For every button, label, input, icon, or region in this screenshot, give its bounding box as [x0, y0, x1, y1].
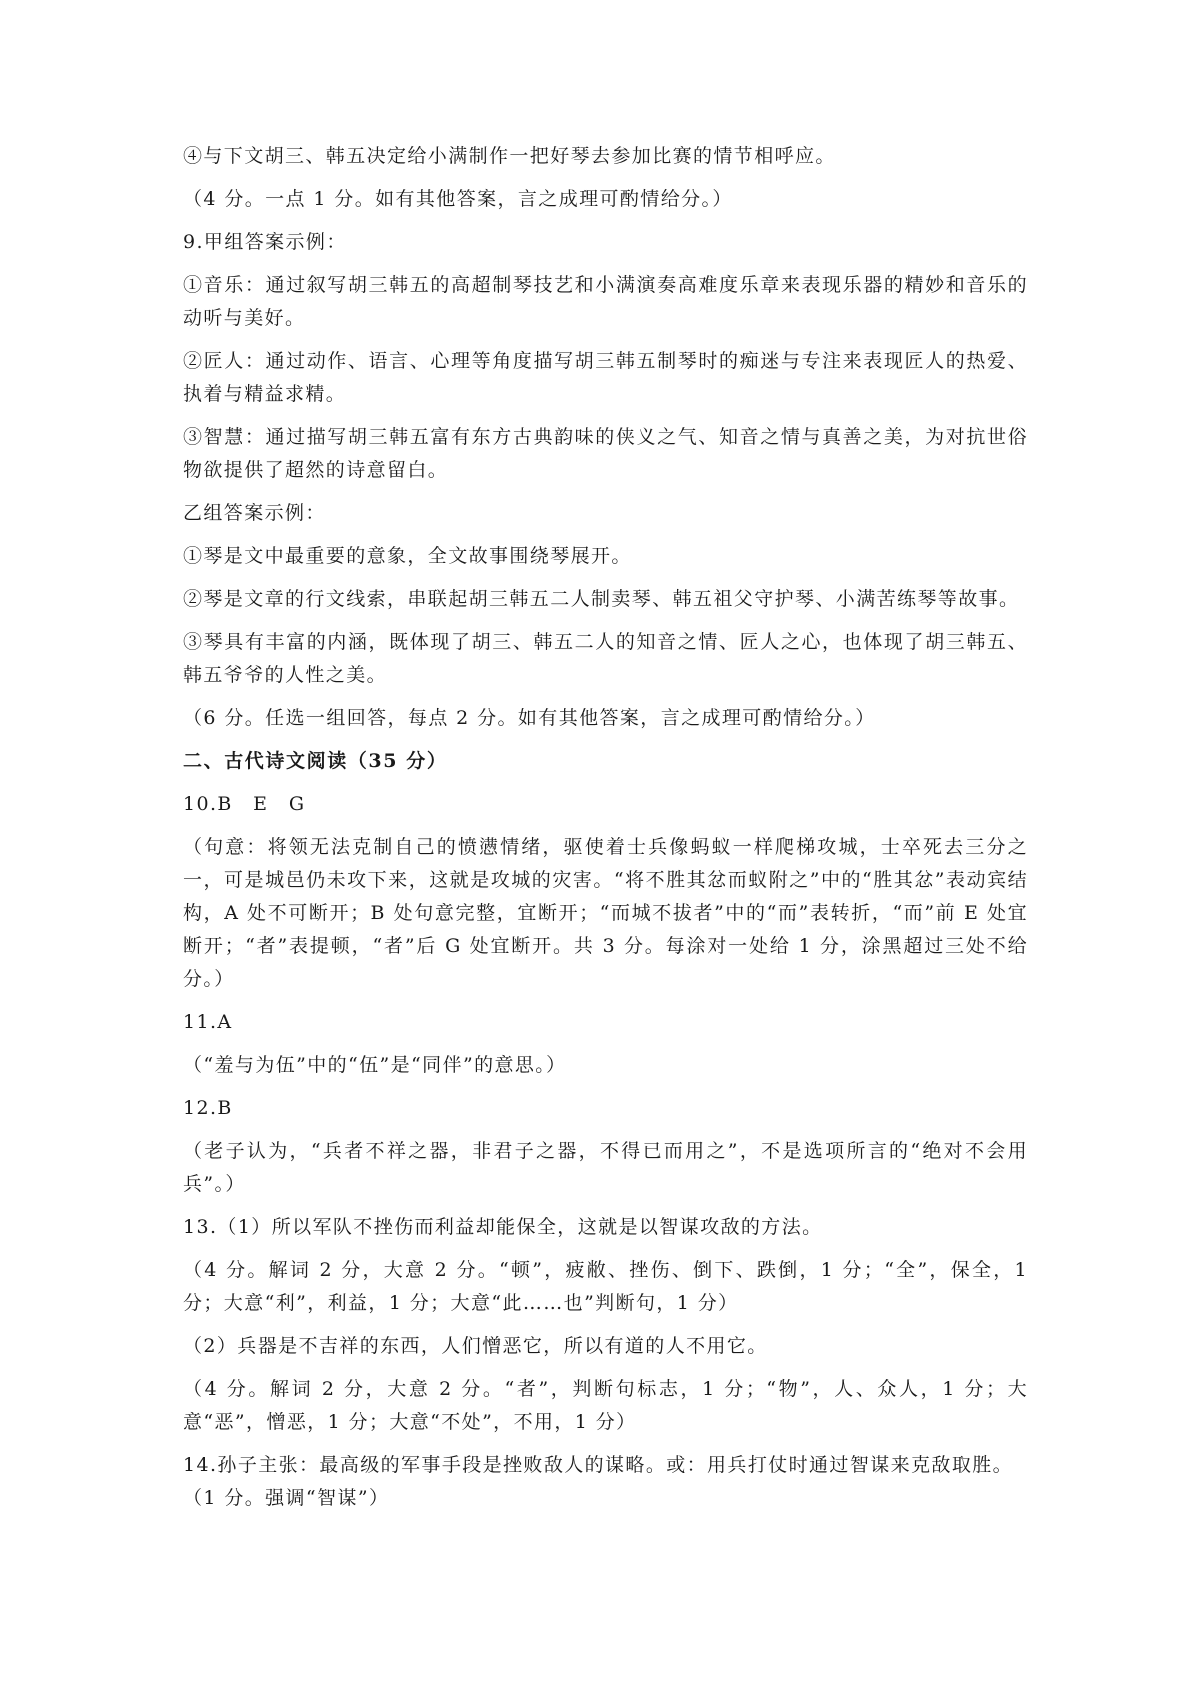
answer-11-explanation: （“羞与为伍”中的“伍”是“同伴”的意思。） [183, 1054, 567, 1076]
answer-9-scoring-note: （6 分。任选一组回答，每点 2 分。如有其他答案，言之成理可酌情给分。） [183, 707, 876, 729]
answer-9b-point-3: ③琴具有丰富的内涵，既体现了胡三、韩五二人的知音之情、匠人之心，也体现了胡三韩五、韩五爷爷的人性之美。 [183, 631, 1028, 686]
answer-14-scoring: （1 分。强调“智谋”） [183, 1487, 390, 1509]
answer-10: 10.B E G [183, 793, 306, 815]
answer-10-explanation: （句意：将领无法克制自己的愤懑情绪，驱使着士兵像蚂蚁一样爬梯攻城，士卒死去三分之一，可是城邑仍未攻下来，这就是攻城的灾害。“将不胜其忿而蚁附之”中的“胜其忿”表动宾结构，A 处不可断开；B 处句意完整，宜断开；“而城不拔者”中的“而”表转折，“而”前 E 处宜断开；“者”表提顿，“者”后 G 处宜断开。共 3 分。每涂对一处给 1 分，涂黑超过三处不给分。） [183, 836, 1028, 990]
answer-11: 11.A [183, 1011, 233, 1033]
answer-8-scoring-note: （4 分。一点 1 分。如有其他答案，言之成理可酌情给分。） [183, 188, 733, 210]
answer-9a-point-3: ③智慧：通过描写胡三韩五富有东方古典韵味的侠义之气、知音之情与真善之美，为对抗世俗物欲提供了超然的诗意留白。 [183, 426, 1028, 481]
answer-12-explanation: （老子认为，“兵者不祥之器，非君子之器，不得已而用之”，不是选项所言的“绝对不会用兵”。） [183, 1140, 1028, 1195]
answer-13-2: （2）兵器是不吉祥的东西，人们憎恶它，所以有道的人不用它。 [183, 1335, 768, 1357]
answer-9a-point-1: ①音乐：通过叙写胡三韩五的高超制琴技艺和小满演奏高难度乐章来表现乐器的精妙和音乐的动听与美好。 [183, 274, 1028, 329]
answer-key-content [183, 140, 1028, 1525]
question-9-group-a-heading: 9.甲组答案示例： [183, 231, 347, 253]
answer-8-point-4: ④与下文胡三、韩五决定给小满制作一把好琴去参加比赛的情节相呼应。 [183, 145, 836, 167]
section-heading-classical-reading: 二、古代诗文阅读（35 分） [183, 750, 448, 772]
question-9-group-b-heading: 乙组答案示例： [183, 502, 326, 524]
answer-14: 14.孙子主张：最高级的军事手段是挫败敌人的谋略。或：用兵打仗时通过智谋来克敌取胜。 [183, 1454, 1014, 1476]
answer-13-1-scoring: （4 分。解词 2 分，大意 2 分。“顿”，疲敝、挫伤、倒下、跌倒，1 分；“全”，保全，1 分；大意“利”，利益，1 分；大意“此……也”判断句，1 分） [183, 1259, 1028, 1314]
answer-13-2-scoring: （4 分。解词 2 分，大意 2 分。“者”，判断句标志，1 分；“物”，人、众人，1 分；大意“恶”，憎恶，1 分；大意“不处”，不用，1 分） [183, 1378, 1028, 1433]
answer-9b-point-2: ②琴是文章的行文线索，串联起胡三韩五二人制卖琴、韩五祖父守护琴、小满苦练琴等故事。 [183, 588, 1020, 610]
answer-9a-point-2: ②匠人：通过动作、语言、心理等角度描写胡三韩五制琴时的痴迷与专注来表现匠人的热爱、执着与精益求精。 [183, 350, 1028, 405]
answer-12: 12.B [183, 1097, 233, 1119]
answer-13-1: 13.（1）所以军队不挫伤而利益却能保全，这就是以智谋攻敌的方法。 [183, 1216, 823, 1238]
answer-9b-point-1: ①琴是文中最重要的意象，全文故事围绕琴展开。 [183, 545, 632, 567]
